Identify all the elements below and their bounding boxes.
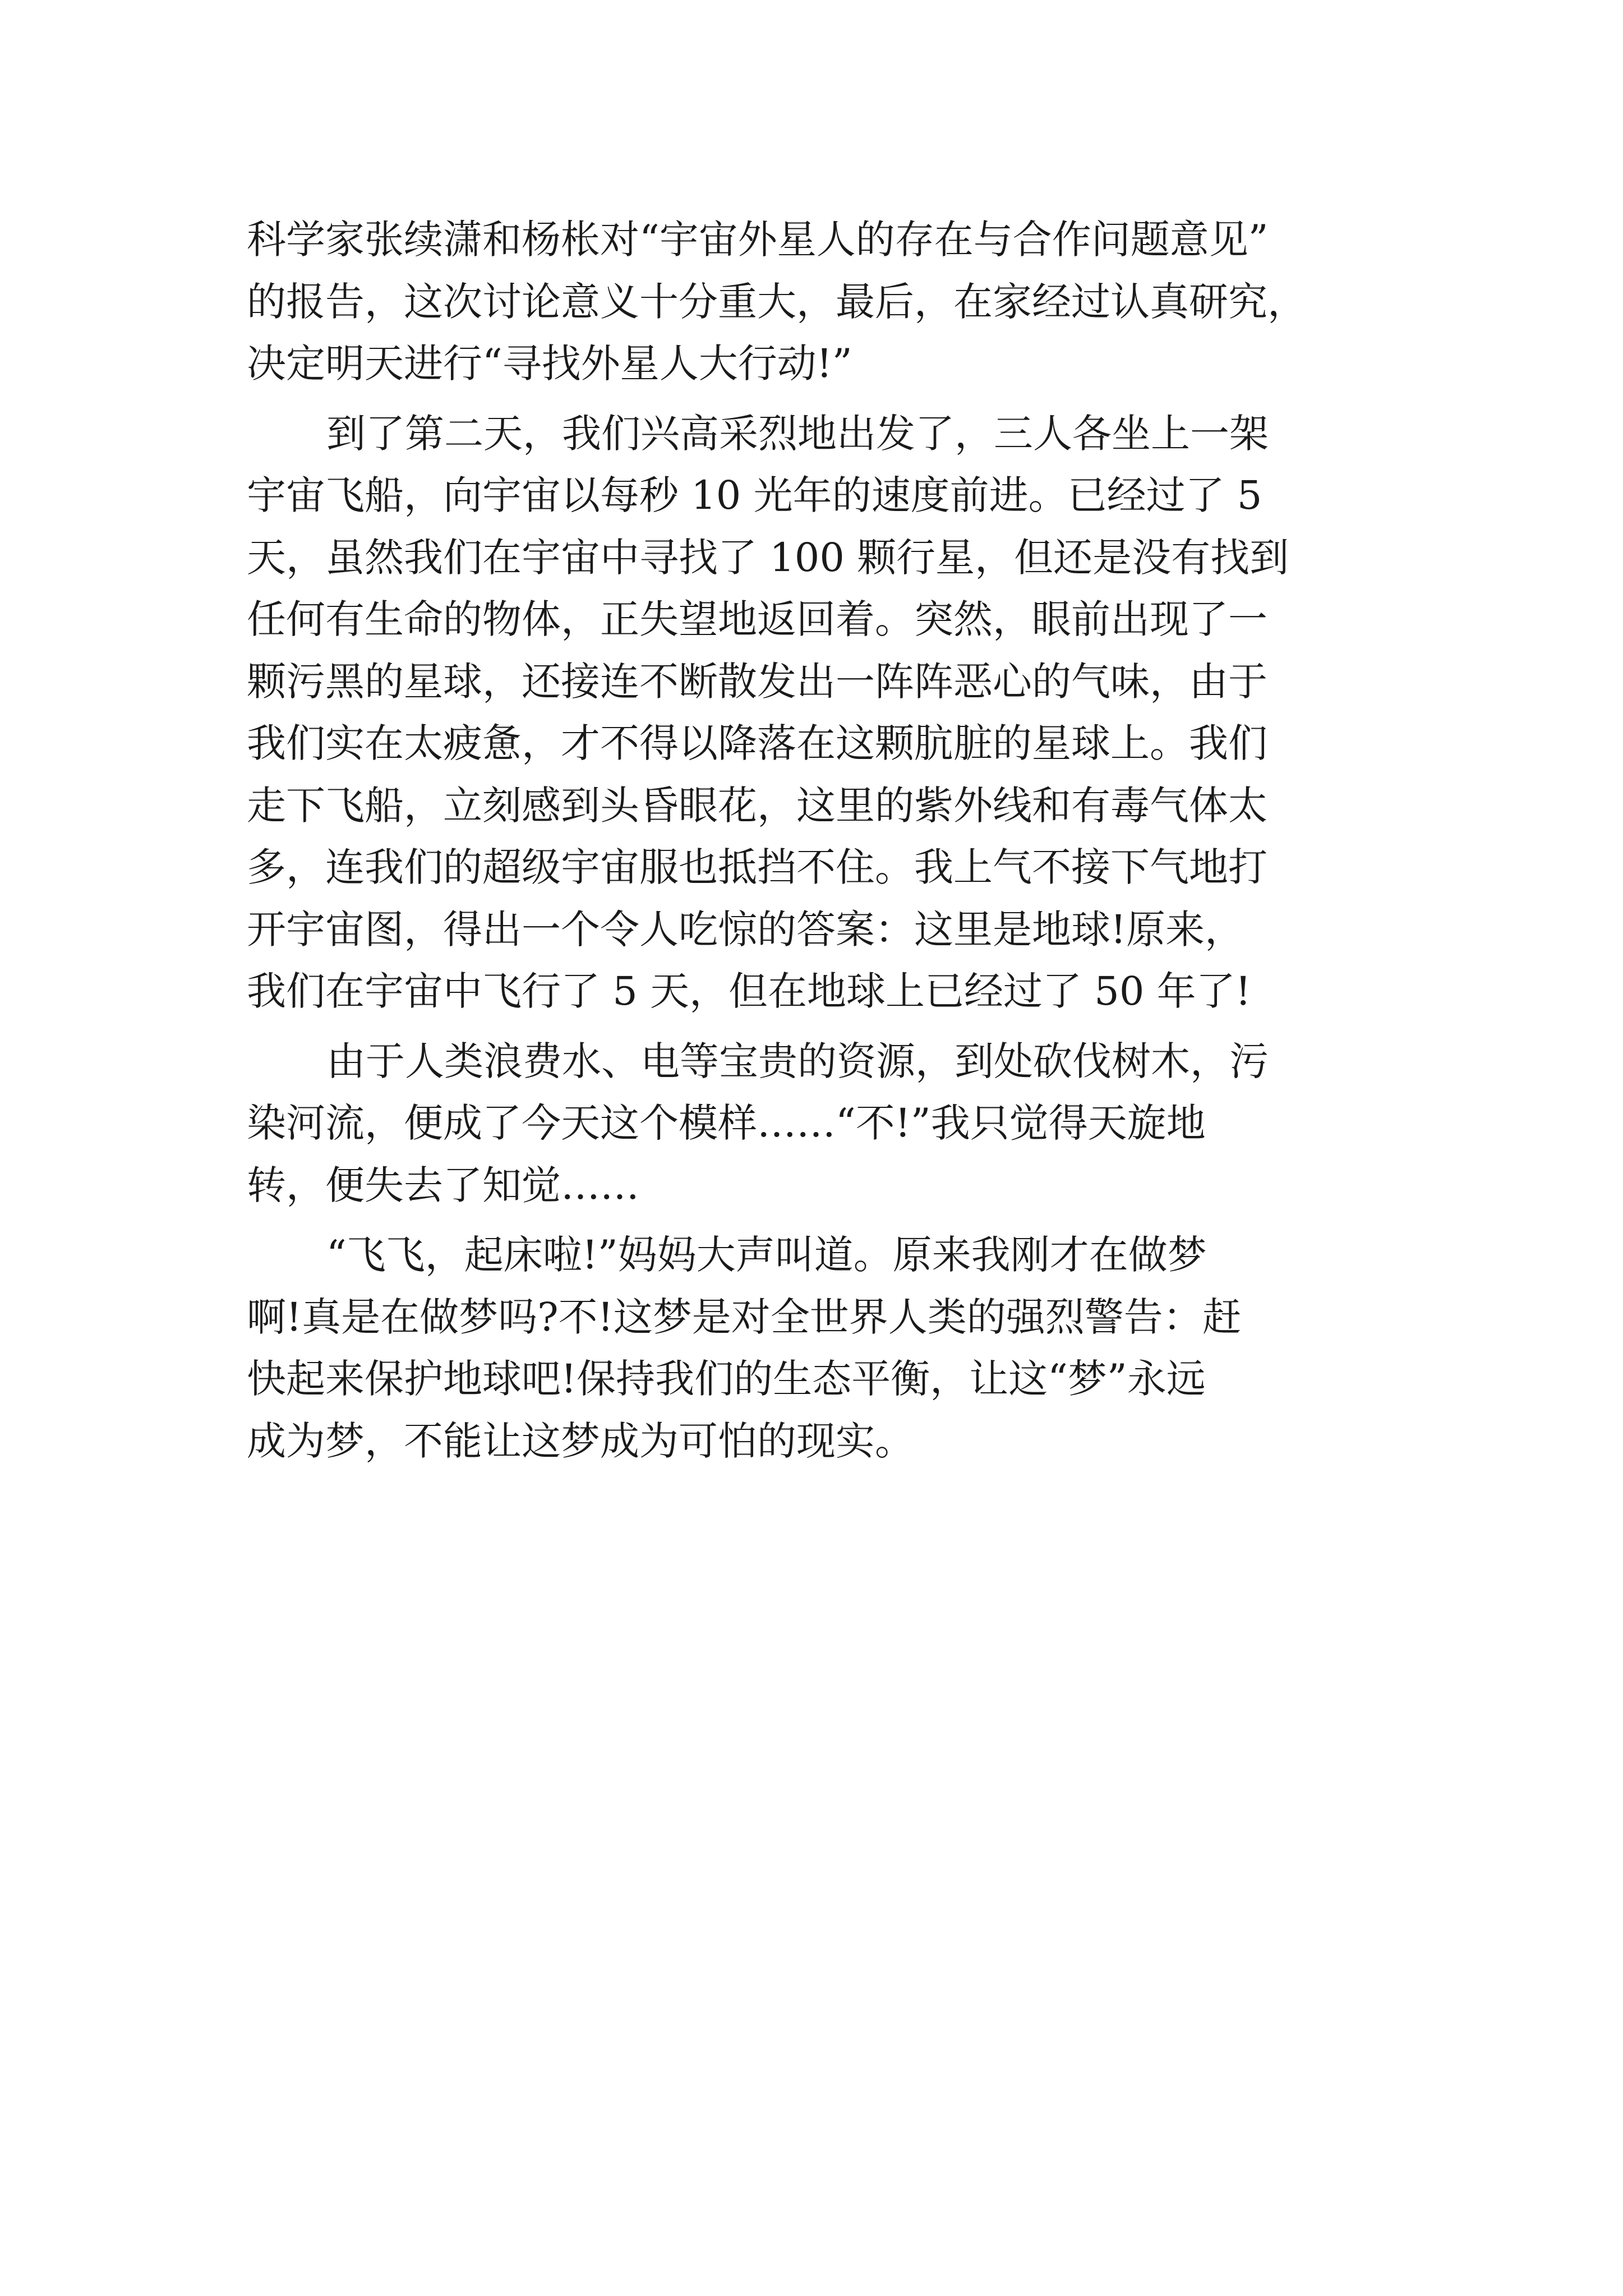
text-line: 我们在宇宙中飞行了 5 天，但在地球上已经过了 50 年了! — [247, 968, 1251, 1014]
paragraph-spacer — [247, 1216, 1430, 1224]
text-line: “飞飞，起床啦!”妈妈大声叫道。原来我刚才在做梦 — [326, 1232, 1207, 1278]
text-line: 成为梦，不能让这梦成为可怕的现实。 — [247, 1418, 914, 1464]
text-line: 天，虽然我们在宇宙中寻找了 100 颗行星，但还是没有找到 — [247, 534, 1289, 581]
text-line: 宇宙飞船，向宇宙以每秒 10 光年的速度前进。已经过了 5 — [247, 472, 1262, 518]
paragraph-1 — [247, 209, 1430, 395]
text-line: 开宇宙图，得出一个令人吃惊的答案：这里是地球!原来， — [247, 906, 1244, 953]
paragraph-spacer — [247, 395, 1430, 403]
paragraph-2 — [247, 403, 1430, 1023]
text-line: 多，连我们的超级宇宙服也抵挡不住。我上气不接下气地打 — [247, 844, 1267, 890]
text-line: 染河流，便成了今天这个模样……“不!”我只觉得天旋地 — [247, 1100, 1206, 1146]
body-text — [247, 209, 1430, 1472]
text-line: 决定明天进行“寻找外星人大行动!” — [247, 341, 852, 386]
text-line: 科学家张续潇和杨枨对“宇宙外星人的存在与合作问题意见” — [247, 217, 1269, 263]
paragraph-4 — [247, 1224, 1430, 1472]
text-line: 的报告，这次讨论意义十分重大，最后，在家经过认真研究， — [247, 278, 1307, 325]
text-line: 快起来保护地球吧!保持我们的生态平衡，让这“梦”永远 — [247, 1356, 1206, 1402]
text-line: 啊!真是在做梦吗?不!这梦是对全世界人类的强烈警告：赶 — [247, 1294, 1242, 1340]
text-line: 转，便失去了知觉…… — [247, 1162, 639, 1208]
text-line: 到了第二天，我们兴高采烈地出发了，三人各坐上一架 — [326, 410, 1269, 457]
text-line: 走下飞船，立刻感到头昏眼花，这里的紫外线和有毒气体太 — [247, 782, 1267, 829]
text-line: 我们实在太疲惫，才不得以降落在这颗肮脏的星球上。我们 — [247, 720, 1267, 766]
text-line: 由于人类浪费水、电等宝贵的资源，到处砍伐树木，污 — [326, 1038, 1269, 1084]
text-line: 任何有生命的物体，正失望地返回着。突然，眼前出现了一 — [247, 596, 1267, 642]
text-line: 颗污黑的星球，还接连不断散发出一阵阵恶心的气味，由于 — [247, 658, 1267, 705]
paragraph-3 — [247, 1030, 1430, 1217]
paragraph-spacer — [247, 1023, 1430, 1030]
